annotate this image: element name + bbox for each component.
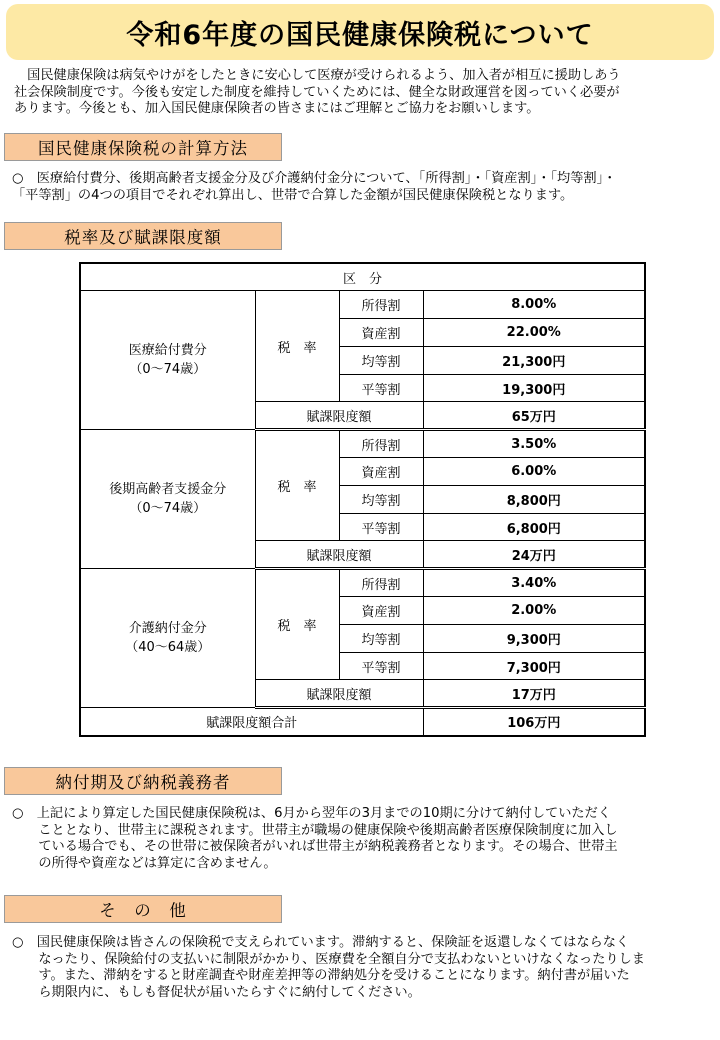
item-value: 3.40%: [423, 569, 645, 597]
category-cell: [80, 430, 255, 569]
item-value: 2.00%: [423, 597, 645, 625]
category-cell: [80, 291, 255, 430]
item-value: 3.50%: [423, 430, 645, 458]
item-value: 19,300円: [423, 374, 645, 402]
category-name: 後期高齢者支援金分: [109, 482, 227, 498]
item-value: 8,800円: [423, 485, 645, 513]
item-label: 平等割: [339, 513, 423, 541]
section-header-other: そ の 他: [4, 895, 282, 923]
other-paragraph: [12, 935, 645, 1001]
limit-value: 24万円: [423, 541, 645, 569]
payment-line: こととなり、世帯主に課税されます。世帯主が職場の健康保険や後期高齢者医療保険制度に加入し: [12, 822, 618, 838]
tax-rate-table: [79, 262, 646, 737]
page-title: 令和6年度の国民健康保険税について: [6, 4, 714, 60]
section-header-calc: 国民健康保険税の計算方法: [4, 133, 282, 161]
other-line: ○ 国民健康保険は皆さんの保険税で支えられています。滞納すると、保険証を返還しなくてはならなく: [12, 935, 630, 950]
rate-label: 税 率: [255, 291, 339, 402]
other-line: なったり、保険給付の支払いに制限がかかり、医療費を全額自分で支払わないといけなくなったりしま: [12, 951, 645, 967]
calc-line: 「平等割」の4つの項目でそれぞれ算出し、世帯で合算した金額が国民健康保険税となります。: [12, 187, 574, 203]
item-value: 8.00%: [423, 291, 645, 319]
payment-line: ○ 上記により算定した国民健康保険税は、6月から翌年の3月までの10期に分けて納付していただく: [12, 806, 611, 821]
item-value: 21,300円: [423, 346, 645, 374]
category-age: （0～74歳）: [129, 501, 207, 517]
payment-line: の所得や資産などは算定に含めません。: [12, 855, 277, 871]
item-value: 7,300円: [423, 652, 645, 680]
intro-line: 国民健康保険は病気やけがをしたときに安心して医療が受けられるよう、加入者が相互に援助しあう: [14, 68, 621, 83]
limit-label: 賦課限度額: [255, 680, 423, 708]
total-label: 賦課限度額合計: [80, 708, 423, 736]
intro-paragraph: [14, 68, 621, 118]
item-label: 平等割: [339, 652, 423, 680]
category-name: 介護納付金分: [128, 621, 207, 637]
item-value: 9,300円: [423, 624, 645, 652]
item-label: 所得割: [339, 291, 423, 319]
category-cell: [80, 569, 255, 708]
item-label: 均等割: [339, 485, 423, 513]
limit-value: 17万円: [423, 680, 645, 708]
other-line: す。また、滞納をすると財産調査や財産差押等の滞納処分を受けることになります。納付書が届いた: [12, 968, 630, 984]
item-label: 資産割: [339, 458, 423, 486]
item-label: 所得割: [339, 430, 423, 458]
rate-label: 税 率: [255, 430, 339, 541]
limit-label: 賦課限度額: [255, 402, 423, 430]
table-header: 区 分: [80, 263, 645, 291]
category-age: （40～64歳）: [125, 640, 211, 656]
limit-value: 65万円: [423, 402, 645, 430]
category-name: 医療給付費分: [128, 343, 207, 359]
section-header-payment: 納付期及び納税義務者: [4, 767, 282, 795]
other-line: ら期限内に、もしも督促状が届いたらすぐに納付してください。: [12, 984, 421, 1000]
category-age: （0～74歳）: [129, 362, 207, 378]
limit-label: 賦課限度額: [255, 541, 423, 569]
item-label: 資産割: [339, 319, 423, 347]
payment-paragraph: [12, 806, 618, 872]
item-label: 資産割: [339, 597, 423, 625]
item-label: 均等割: [339, 624, 423, 652]
intro-line: あります。今後とも、加入国民健康保険者の皆さまにはご理解とご協力をお願いします。: [14, 101, 540, 117]
intro-line: 社会保険制度です。今後も安定した制度を維持していくためには、健全な財政運営を図っていく必要が: [14, 84, 620, 100]
payment-line: ている場合でも、その世帯に被保険者がいれば世帯主が納税義務者となります。その場合、世帯主: [12, 839, 618, 855]
item-value: 6.00%: [423, 458, 645, 486]
calc-line: ○ 医療給付費分、後期高齢者支援金分及び介護納付金分について、「所得割」・「資産割」・「均等割」・: [12, 171, 617, 186]
item-label: 均等割: [339, 346, 423, 374]
item-value: 22.00%: [423, 319, 645, 347]
rate-label: 税 率: [255, 569, 339, 680]
total-value: 106万円: [423, 708, 645, 736]
section-header-rates: 税率及び賦課限度額: [4, 222, 282, 250]
calc-paragraph: [12, 171, 616, 204]
item-label: 平等割: [339, 374, 423, 402]
item-value: 6,800円: [423, 513, 645, 541]
item-label: 所得割: [339, 569, 423, 597]
